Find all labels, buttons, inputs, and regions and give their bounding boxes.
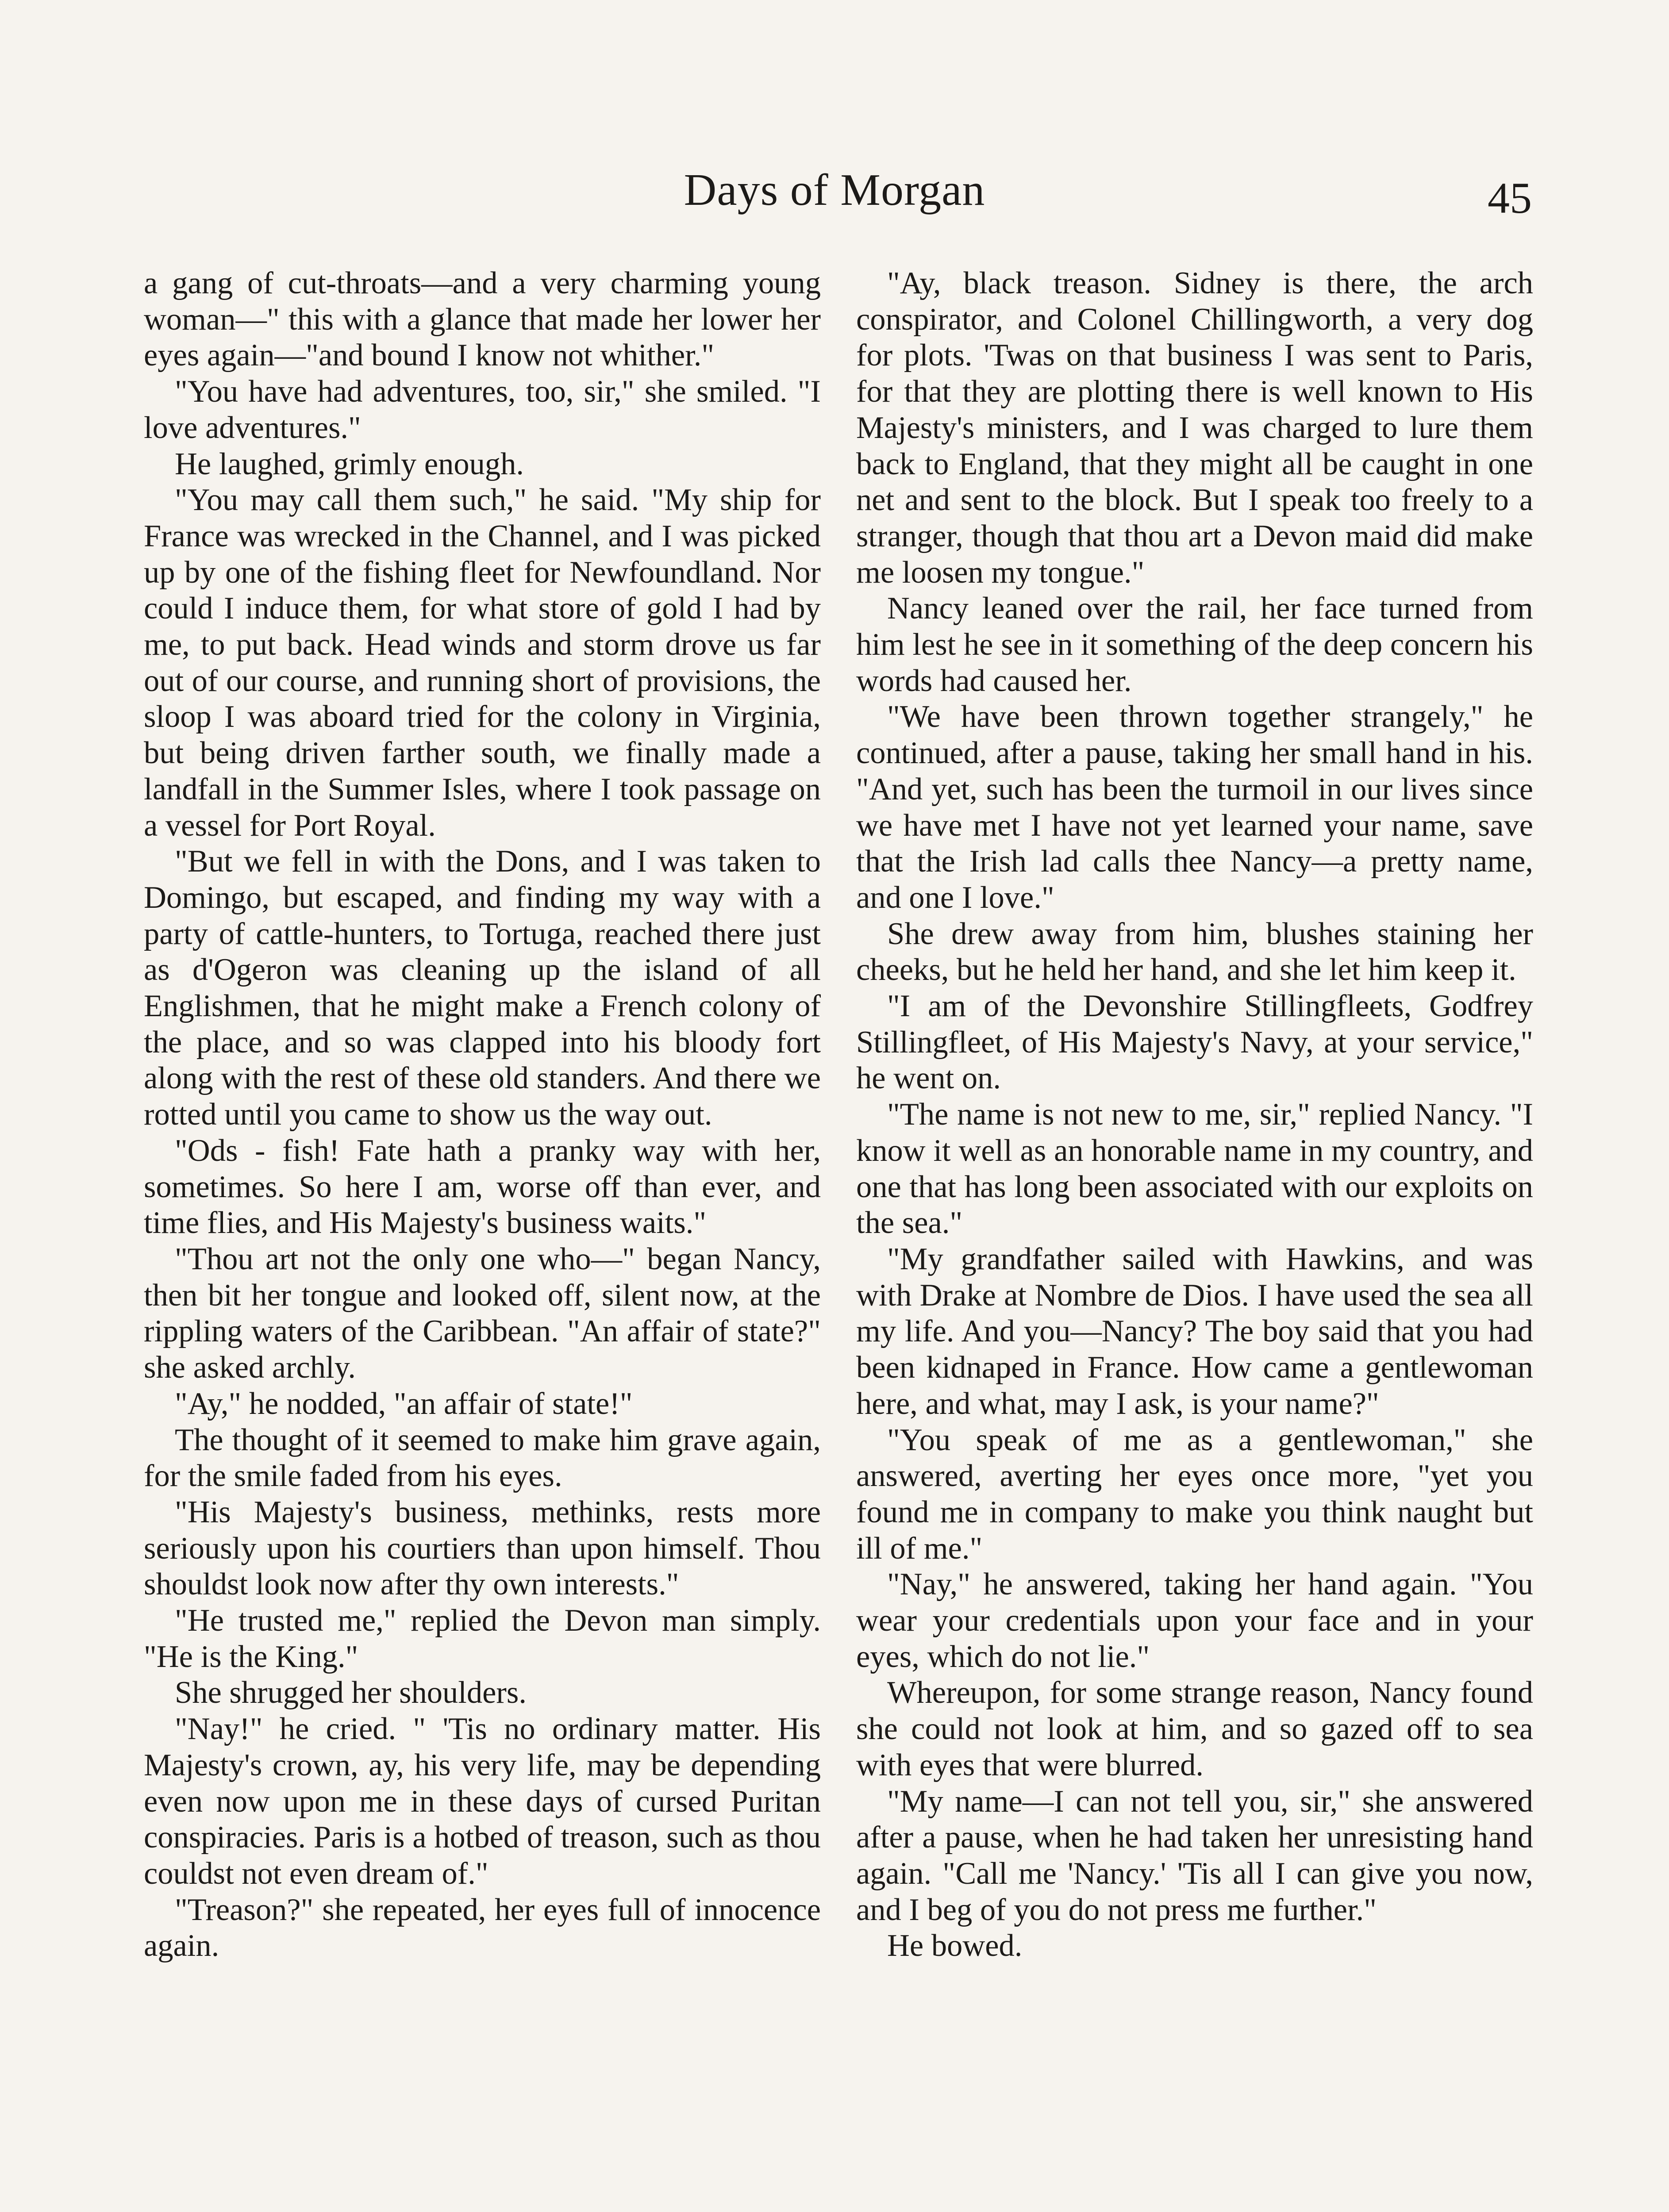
paragraph: "You have had adventures, too, sir," she smiled. "I love adventures." (144, 374, 821, 445)
running-head (0, 159, 1669, 226)
paragraph: "Treason?" she repeated, her eyes full of innocence again. (144, 1892, 821, 1963)
paragraph: "Ay," he nodded, "an affair of state!" (175, 1386, 633, 1421)
paragraph: "Nay," he answered, taking her hand again. "You wear your credentials upon your face and in your eyes, which do not lie." (856, 1567, 1533, 1674)
paragraph: Whereupon, for some strange reason, Nancy found she could not look at him, and so gazed off to sea with eyes that were blurred. (856, 1675, 1533, 1782)
paragraph: "You speak of me as a gentlewoman," she answered, averting her eyes once more, "yet you found me in company to make you think naught but ill of me." (856, 1422, 1533, 1566)
paragraph: "Ay, black treason. Sidney is there, the arch conspirator, and Colonel Chillingworth, a very dog for plots. 'Twas on that business I was sent to Paris, for that they are plotting there is well known to His Majesty's ministers, and I was charged to lure them back to England, that they might all be caught in one net and sent to the block. But I speak too freely to a stranger, though that thou art a Devon maid did make me loosen my tongue." (856, 266, 1533, 590)
paragraph: "Ods - fish! Fate hath a pranky way with her, sometimes. So here I am, worse off than ever, and time flies, and His Majesty's business waits." (144, 1133, 821, 1240)
right-column (856, 265, 1533, 1964)
paragraph: "Thou art not the only one who—" began Nancy, then bit her tongue and looked off, silent now, at the rippling waters of the Caribbean. "An affair of state?" she asked archly. (144, 1241, 821, 1385)
running-title: Days of Morgan (684, 165, 985, 215)
paragraph: "He trusted me," replied the Devon man simply. "He is the King." (144, 1603, 821, 1674)
paragraph: "My name—I can not tell you, sir," she answered after a pause, when he had taken her unresisting hand again. "Call me 'Nancy.' 'Tis all I can give you now, and I beg of you do not press me further." (856, 1784, 1533, 1927)
page-number: 45 (1488, 173, 1532, 223)
paragraph: "His Majesty's business, methinks, rests more seriously upon his courtiers than upon himself. Thou shouldst look now after thy own interests." (144, 1494, 821, 1602)
paragraph: He bowed. (887, 1928, 1023, 1963)
paragraph: "My grandfather sailed with Hawkins, and was with Drake at Nombre de Dios. I have used the sea all my life. And you—Nancy? The boy said that you had been kidnaped in France. How came a gentlewoman here, and what, may I ask, is your name?" (856, 1241, 1533, 1421)
paragraph: "Nay!" he cried. " 'Tis no ordinary matter. His Majesty's crown, ay, his very life, may be depending even now upon me in these days of cursed Puritan conspiracies. Paris is a hotbed of treason, such as thou couldst not even dream of." (144, 1712, 821, 1891)
paragraph: "I am of the Devonshire Stillingfleets, Godfrey Stillingfleet, of His Majesty's Navy, at your service," he went on. (856, 989, 1533, 1096)
paragraph: She shrugged her shoulders. (175, 1675, 527, 1710)
paragraph: He laughed, grimly enough. (175, 446, 524, 481)
left-column (144, 265, 821, 1964)
paragraph: "The name is not new to me, sir," replied Nancy. "I know it well as an honorable name in my country, and one that has long been associated with our exploits on the sea." (856, 1097, 1533, 1240)
paragraph: The thought of it seemed to make him grave again, for the smile faded from his eyes. (144, 1422, 821, 1494)
paragraph: a gang of cut-throats—and a very charming young woman—" this with a glance that made her lower her eyes again—"and bound I know not whither." (144, 266, 821, 373)
paragraph: She drew away from him, blushes staining her cheeks, but he held her hand, and she let him keep it. (856, 916, 1533, 987)
paragraph: Nancy leaned over the rail, her face turned from him lest he see in it something of the deep concern his words had caused her. (856, 591, 1533, 698)
paragraph: "We have been thrown together strangely," he continued, after a pause, taking her small hand in his. "And yet, such has been the turmoil in our lives since we have met I have not yet learned your name, save that the Irish lad calls thee Nancy—a pretty name, and one I love." (856, 699, 1533, 915)
paragraph: "But we fell in with the Dons, and I was taken to Domingo, but escaped, and finding my way with a party of cattle-hunters, to Tortuga, reached there just as d'Ogeron was cleaning up the island of all Englishmen, that he might make a French colony of the place, and so was clapped into his bloody fort along with the rest of these old standers. And there we rotted until you came to show us the way out. (144, 844, 821, 1132)
paragraph: "You may call them such," he said. "My ship for France was wrecked in the Channel, and I was picked up by one of the fishing fleet for Newfoundland. Nor could I induce them, for what store of gold I had by me, to put back. Head winds and storm drove us far out of our course, and running short of provisions, the sloop I was aboard tried for the colony in Virginia, but being driven farther south, we finally made a landfall in the Summer Isles, where I took passage on a vessel for Port Royal. (144, 483, 821, 843)
